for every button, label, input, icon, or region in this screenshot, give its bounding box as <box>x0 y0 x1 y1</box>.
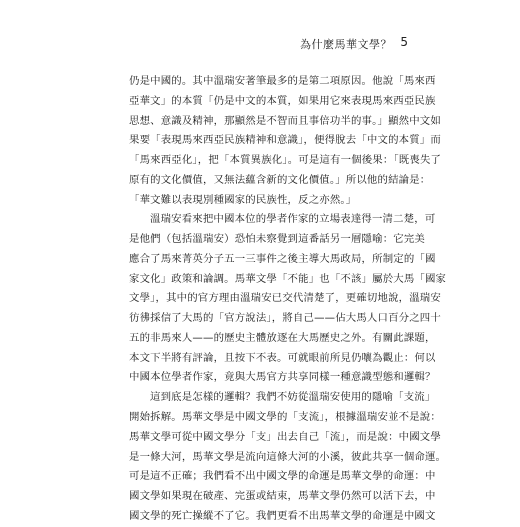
text-line: 本文下半將有評論，且按下不表。可就眼前所見仍嚷為觀止：何以 <box>129 351 436 364</box>
text-line: 果要「表現馬來西亞民族精神和意識」，便得脫去「中文的本質」而 <box>129 134 441 147</box>
text-line: 馬華文學可從中國文學分「支」出去自己「流」，而是說：中國文學 <box>129 430 441 443</box>
text-line: 仍是中國的。其中溫瑞安著筆最多的是第二項原因。他說「馬來西 <box>129 75 436 87</box>
text-line: 是一條大河，馬華文學是流向這條大河的小溪，彼此共享一個命運。 <box>129 450 447 463</box>
text-line: 「馬來西亞化」，把「本質異族化」。可是這有一個後果：「既喪失了 <box>129 154 442 167</box>
text-line: 溫瑞安看來把中國本位的學者作家的立場表達得一清二楚，可 <box>150 213 436 226</box>
text-line: 中國本位學者作家，竟與大馬官方共享同樣一種意識型態和邏輯？ <box>129 371 436 384</box>
text-line: 是他們（包括溫瑞安）恐怕未察覺到這番話另一層隱喻：它完美 <box>129 233 425 246</box>
text-line: 這到底是怎樣的邏輯？我們不妨從溫瑞安使用的隱喻「支流」 <box>150 391 436 404</box>
text-line: 開始拆解。馬華文學是中國文學的「支流」，根據溫瑞安並不是說： <box>129 411 441 424</box>
page-number: 5 <box>400 35 408 49</box>
text-line: 家文化」政策和論調。馬華文學「不能」也「不該」屬於大馬「國家 <box>129 272 447 285</box>
text-line: 彷彿採信了大馬的「官方說法」，將自己——佔大馬人口百分之四十 <box>129 312 441 325</box>
text-line: 亞華文」的本質「仍是中文的本質，如果用它來表現馬來西亞民族 <box>129 94 436 107</box>
text-line: 國文學的死亡操縱不了它。我們更看不出馬華文學的命運是中國文 <box>129 509 436 522</box>
body-text <box>129 72 447 527</box>
text-line: 文學」，其中的官方理由溫瑞安已交代清楚了，更確切地說，溫瑞安 <box>129 292 441 305</box>
text-line: 國文學如果現在破產、完蛋或結束，馬華文學仍然可以活下去，中 <box>129 490 436 503</box>
text-line: 思想、意識及精神，那顯然是不智而且事倍功半的事。」顯然中文如 <box>129 114 441 127</box>
text-line: 應合了馬來菁英分子五一三事件之後主導大馬政局，所制定的「國 <box>129 252 436 265</box>
text-line: 原有的文化價值，又無法蘊含新的文化價值。」所以他的結論是： <box>129 173 431 186</box>
text-line: 可是這不正確；我們看不出中國文學的命運是馬華文學的命運：中 <box>129 470 436 483</box>
text-line: 五的非馬來人——的歷史主體放逐在大馬歷史之外。有關此課題， <box>129 331 436 344</box>
text-line: 「華文難以表現別種國家的民族性，反之亦然。」 <box>129 193 357 206</box>
running-head-title: 為什麼馬華文學？ <box>300 38 392 51</box>
